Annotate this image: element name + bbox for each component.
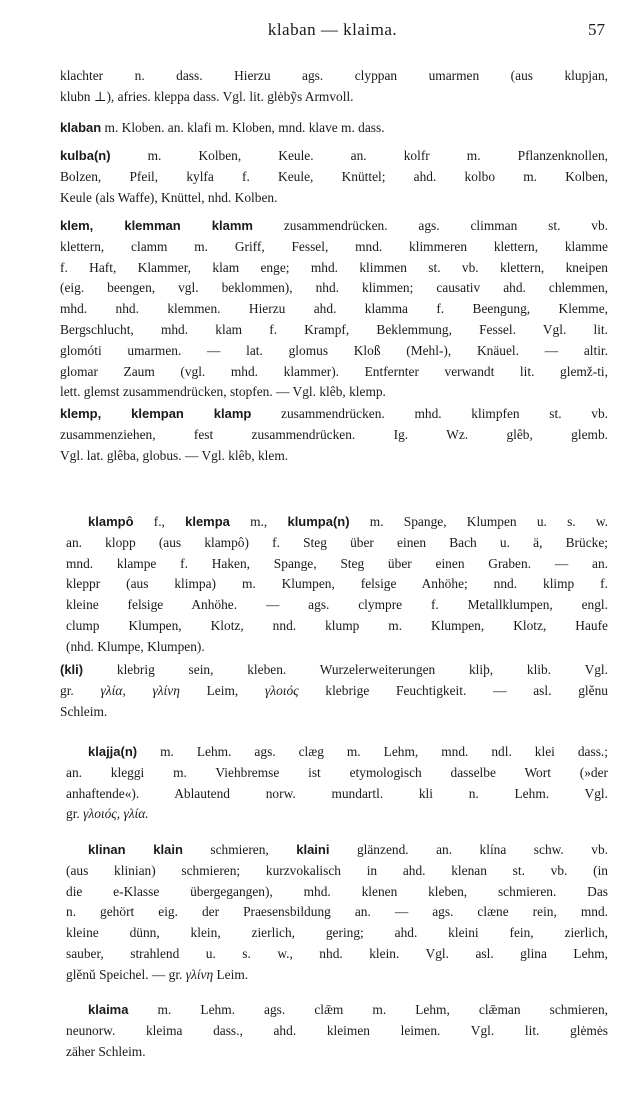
running-title: klaban — klaima. (267, 20, 398, 39)
text-line: f. Haft, Klammer, klam enge; mhd. klimmen st. vb. klettern, kneipen (60, 259, 608, 275)
entry-klem (60, 216, 608, 403)
text-line: klubn ⊥), afries. kleppa dass. Vgl. lit. glėbỹs Armvoll. (60, 88, 354, 104)
entry-kulba (60, 146, 608, 208)
text-line: (eig. beengen, vgl. beklommen), nhd. klimmen; causativ ahd. chlemmen, (60, 280, 608, 296)
text-line: sauber, strahlend u. s. w., nhd. klein. Vgl. asl. glina Lehm, (66, 945, 608, 961)
text-line: Vgl. lat. glêba, globus. — Vgl. klêb, klem. (60, 447, 289, 463)
text-line: an. klopp (aus klampô) f. Steg über einen Bach u. ä, Brücke; (66, 534, 608, 550)
text-line: anhaftende«). Ablautend norw. mundartl. kli n. Lehm. Vgl. (66, 785, 608, 801)
text-line: kleine felsige Anhöhe. — ags. clympre f. Metallklumpen, engl. (66, 597, 608, 613)
headword: klajja(n) (88, 744, 138, 759)
text-line: klettern, clamm m. Griff, Fessel, mnd. klimmeren klettern, klamme (60, 238, 608, 254)
text-line: an. kleggi m. Viehbremse ist etymologisch dasselbe Wort (»der (66, 764, 608, 780)
text-line: klem, klemman klamm zusammendrücken. ags. climman st. vb. (60, 218, 608, 233)
entry-kli (60, 660, 608, 722)
page-header (60, 20, 605, 48)
entry-klachter (60, 66, 608, 108)
text-line: klachter n. dass. Hierzu ags. clyppan umarmen (aus klupjan, (60, 68, 608, 83)
text-line: klemp, klempan klamp zusammendrücken. mhd. klimpfen st. vb. (60, 406, 608, 421)
headword: klaban (60, 120, 102, 135)
page-number: 57 (588, 20, 605, 39)
entry-klampo (66, 512, 608, 658)
entry-klaban (60, 118, 608, 139)
text-line: clump Klumpen, Klotz, nnd. klump m. Klumpen, Klotz, Haufe (66, 617, 608, 633)
headword: klemp, klempan klamp (60, 406, 252, 421)
text-line: klampô f., klempa m., klumpa(n) m. Spange, Klumpen u. s. w. (88, 514, 608, 529)
text-line: (aus klinian) schmieren; kurzvokalisch in ahd. klenan st. vb. (in (66, 862, 608, 878)
text-line: Bolzen, Pfeil, kylfa f. Keule, Knüttel; ahd. kolbo m. Kolben, (60, 168, 608, 184)
text-line: glěnŭ Speichel. — gr. γλίνη Leim. (66, 966, 249, 982)
text-line: kulba(n) m. Kolben, Keule. an. kolfr m. Pflanzenknollen, (60, 148, 608, 163)
text-line: (kli) klebrig sein, kleben. Wurzelerweiterungen kliþ, klib. Vgl. (60, 662, 608, 677)
text-line: Keule (als Waffe), Knüttel, nhd. Kolben. (60, 189, 278, 205)
text-line: kleppr (aus klimpa) m. Klumpen, felsige Anhöhe; nnd. klimp f. (66, 576, 608, 592)
text-line: klajja(n) m. Lehm. ags. clæg m. Lehm, mnd. ndl. klei dass.; (88, 744, 608, 759)
text-line: (nhd. Klumpe, Klumpen). (66, 638, 205, 654)
greek-word: γλίνη (185, 966, 214, 982)
text-line: n. gehört eig. der Praesensbildung an. — ags. clæne rein, mnd. (66, 904, 608, 920)
headword: kulba(n) (60, 148, 111, 163)
headword: klumpa(n) (287, 514, 350, 529)
entry-klaima (66, 1000, 608, 1062)
headword: (kli) (60, 662, 84, 677)
entry-klemp (60, 404, 608, 466)
headword: klaini (296, 842, 330, 857)
headword: klempa (185, 514, 230, 529)
headword: klampô (88, 514, 134, 529)
greek-word: γλία, γλίνη (100, 682, 180, 698)
entry-klajja (66, 742, 608, 825)
text-line: kleine dünn, klein, zierlich, gering; ahd. kleini fein, zierlich, (66, 925, 608, 941)
text-line: zäher Schleim. (66, 1043, 146, 1059)
text-line: klaban m. Kloben. an. klafi m. Kloben, mnd. klave m. dass. (60, 120, 385, 135)
text-line: die e-Klasse übergegangen), mhd. klenen kleben, schmieren. Das (66, 883, 608, 899)
text-line: glomóti umarmen. — lat. glomus Kloß (Mehl-), Knäuel. — altir. (60, 342, 608, 358)
text-line: gr. γλοιός, γλία. (66, 806, 149, 822)
entry-klinan (66, 840, 608, 986)
text-line: zusammenziehen, fest zusammendrücken. Ig. Wz. glêb, glemb. (60, 426, 608, 442)
text-line: glomar Zaum (vgl. mhd. klammer). Entfernter verwandt lit. glemž-ti, (60, 363, 608, 379)
text-line: klaima m. Lehm. ags. clǣm m. Lehm, clǣman schmieren, (88, 1002, 608, 1017)
text-line: neunorw. kleima dass., ahd. kleimen leimen. Vgl. lit. glėmės (66, 1022, 608, 1038)
greek-word: γλοιός, γλία. (83, 806, 149, 822)
greek-word: γλοιός (265, 682, 299, 698)
text-line: klinan klain schmieren, klaini glänzend. an. klína schw. vb. (88, 842, 608, 857)
text-line: Bergschlucht, mhd. klam f. Krampf, Beklemmung, Fessel. Vgl. lit. (60, 321, 608, 337)
headword: klem, klemman klamm (60, 218, 253, 233)
text-line: lett. glemst zusammendrücken, stopfen. — Vgl. klêb, klemp. (60, 384, 386, 400)
text-line: mhd. nhd. klemmen. Hierzu ahd. klamma f. Beengung, Klemme, (60, 301, 608, 317)
text-line: mnd. klampe f. Haken, Spange, Steg über einen Graben. — an. (66, 555, 608, 571)
text-line: gr. γλία, γλίνη Leim, γλοιός klebrige Feuchtigkeit. — asl. glěnu (60, 682, 608, 698)
text-line: Schleim. (60, 703, 108, 719)
headword: klaima (88, 1002, 129, 1017)
headword: klinan klain (88, 842, 183, 857)
